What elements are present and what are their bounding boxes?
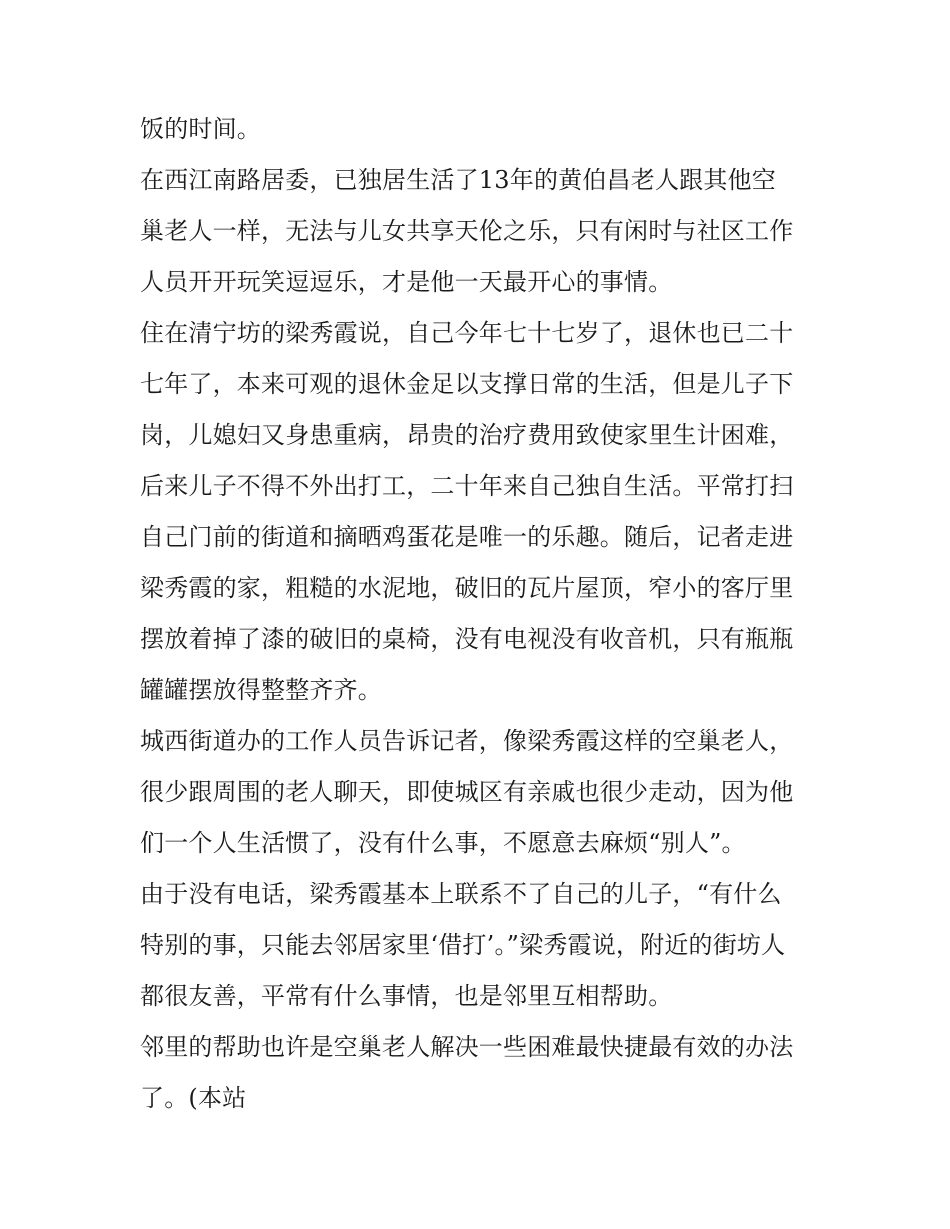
text-line: 七年了，本来可观的退休金足以支撑日常的生活，但是儿子下 bbox=[140, 370, 794, 398]
text-line: 岗，儿媳妇又身患重病，昂贵的治疗费用致使家里生计困难， bbox=[140, 421, 794, 449]
text-line: 们一个人生活惯了，没有什么事，不愿意去麻烦“别人”。 bbox=[140, 829, 746, 857]
text-line: 住在清宁坊的梁秀霞说，自己今年七十七岁了，退休也已二十 bbox=[140, 319, 794, 347]
text-line: 了。(本站 bbox=[140, 1084, 247, 1112]
text-line: 特别的事，只能去邻居家里‘借打’。”梁秀霞说，附近的街坊人 bbox=[140, 931, 786, 959]
text-line: 邻里的帮助也许是空巢老人解决一些困难最快捷最有效的办法 bbox=[140, 1033, 794, 1061]
text-line: 梁秀霞的家，粗糙的水泥地，破旧的瓦片屋顶，窄小的客厅里 bbox=[140, 574, 794, 602]
text-line: 由于没有电话，梁秀霞基本上联系不了自己的儿子，“有什么 bbox=[140, 880, 782, 908]
text-line: 自己门前的街道和摘晒鸡蛋花是唯一的乐趣。随后，记者走进 bbox=[140, 523, 794, 551]
text-line: 人员开开玩笑逗逗乐，才是他一天最开心的事情。 bbox=[140, 268, 673, 296]
text-line: 饭的时间。 bbox=[140, 115, 261, 143]
text-line: 很少跟周围的老人聊天，即使城区有亲戚也很少走动，因为他 bbox=[140, 778, 794, 806]
document-body bbox=[140, 104, 820, 1124]
text-line: 后来儿子不得不外出打工，二十年来自己独自生活。平常打扫 bbox=[140, 472, 794, 500]
text-line: 巢老人一样，无法与儿女共享天伦之乐，只有闲时与社区工作 bbox=[140, 217, 794, 245]
text-line: 城西街道办的工作人员告诉记者，像梁秀霞这样的空巢老人， bbox=[140, 727, 794, 755]
text-line: 都很友善，平常有什么事情，也是邻里互相帮助。 bbox=[140, 982, 673, 1010]
text-line: 在西江南路居委，已独居生活了13年的黄伯昌老人跟其他空 bbox=[140, 166, 776, 194]
text-line: 罐罐摆放得整整齐齐。 bbox=[140, 676, 382, 704]
text-line: 摆放着掉了漆的破旧的桌椅，没有电视没有收音机，只有瓶瓶 bbox=[140, 625, 794, 653]
